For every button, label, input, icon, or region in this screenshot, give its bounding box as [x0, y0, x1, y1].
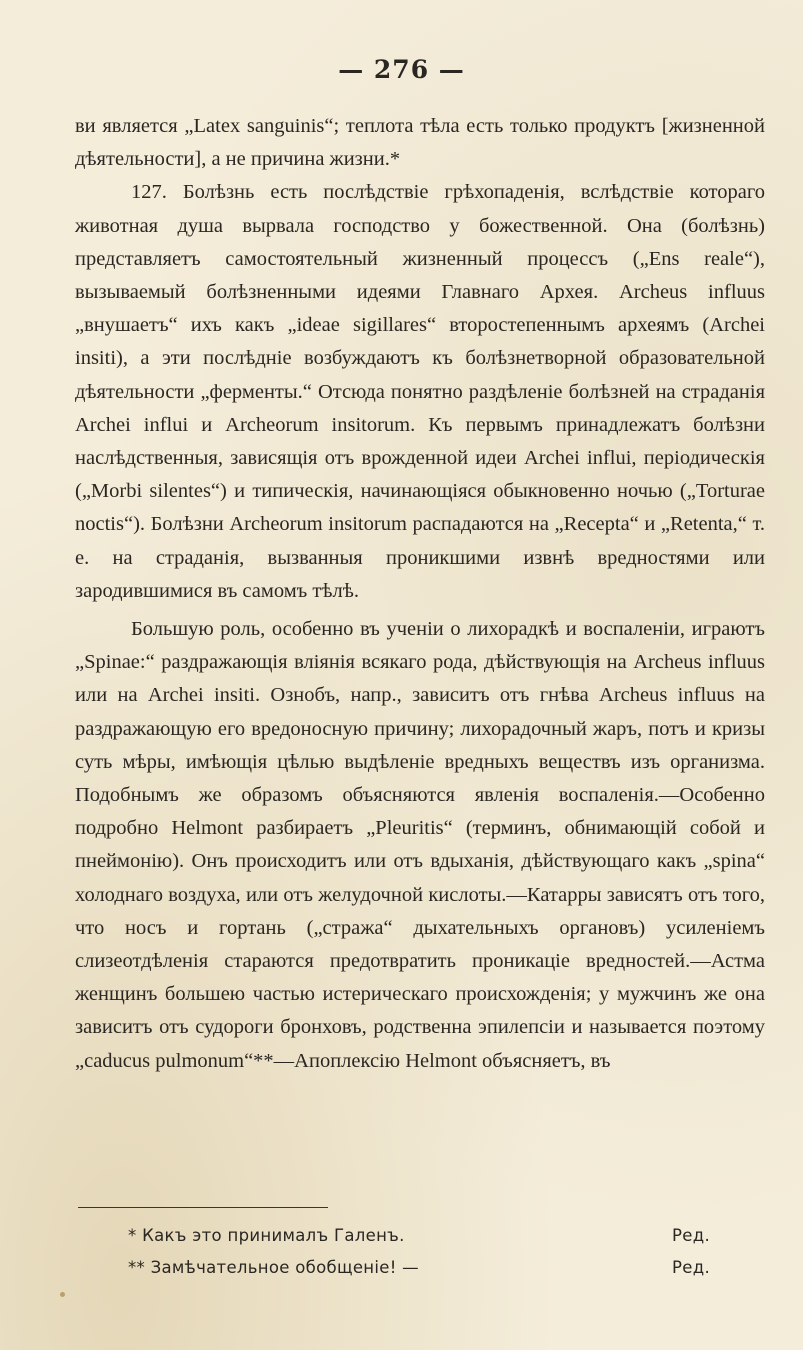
paper-speck: [60, 1292, 65, 1297]
paragraph-127-disease: 127. Болѣзнь есть послѣдствіе грѣхопаденія, вслѣдствіе котораго животная душа вырвала господство у божественной. Она (болѣзнь) представляетъ самостоятельный жизненный процессъ („Ens reale“), вызываемый болѣзненными идеями Главнаго Архея. Archeus influus „внушаетъ“ ихъ какъ „ideae sigillares“ второстепеннымъ археямъ (Archei insiti), а эти послѣдніе возбуждаютъ къ болѣзнетворной образовательной дѣятельности „ферменты.“ Отсюда понятно раздѣленіе болѣзней на страданія Archei influi и Archeorum insitorum. Къ первымъ принадлежатъ болѣзни наслѣдственныя, зависящія отъ врожденной идеи Archei influi, періодическія („Morbi silentes“) и типическія, начинающіяся обыкновенно ночью („Torturae noctis“). Болѣзни Archeorum insitorum распадаются на „Recepta“ и „Retenta,“ т. е. на страданія, вызванныя проникшими извнѣ вредностями или зародившимися въ самомъ тѣлѣ.: [75, 181, 765, 602]
footnote-1-editor-mark: Ред.: [672, 1226, 710, 1245]
paragraph-continuation: ви является „Latex sanguinis“; теплота тѣла есть только продуктъ [жизненной дѣятельности], а не причина жизни.*: [75, 115, 765, 171]
paragraph-spinae: Большую роль, особенно въ ученіи о лихорадкѣ и воспаленіи, играютъ „Spinae:“ раздражающія вліянія всякаго рода, дѣйствующія на Archeus influus или на Archei insiti. Ознобъ, напр., зависитъ отъ гнѣва Archeus influus на раздражающую его вредоносную причину; лихорадочный жаръ, потъ и кризы суть мѣры, имѣющія цѣлью выдѣленіе вредныхъ веществъ изъ организма. Подобнымъ же образомъ объясняются явленія воспаленія.—Особенно подробно Helmont разбираетъ „Pleuritis“ (терминъ, обнимающій собой и пнеймонію). Онъ происходитъ или отъ вдыханія, дѣйствующаго какъ „spina“ холоднаго воздуха, или отъ желудочной кислоты.—Катарры зависятъ отъ того, что носъ и гортань („стража“ дыхательныхъ органовъ) усиленіемъ слизеотдѣленія стараются предотвратить проникаціе вредностей.—Астма женщинъ большею частью истерическаго происхожденія; у мужчинъ же она зависитъ отъ судороги бронховъ, родственна эпилепсіи и называется поэтому „caducus pulmonum“**—Апоплексію Helmont объясняетъ, въ: [75, 618, 765, 1072]
body-text: [75, 110, 765, 1078]
footnote-2: [128, 1258, 710, 1282]
footnote-2-editor-mark: Ред.: [672, 1258, 710, 1277]
page-number: — 276 —: [338, 55, 465, 84]
footnote-1: [128, 1226, 710, 1250]
footnote-1-text: * Какъ это принималъ Галенъ.: [128, 1226, 405, 1245]
footnote-2-text: ** Замѣчательное обобщеніе! —: [128, 1258, 419, 1277]
footnote-divider: [78, 1207, 328, 1208]
